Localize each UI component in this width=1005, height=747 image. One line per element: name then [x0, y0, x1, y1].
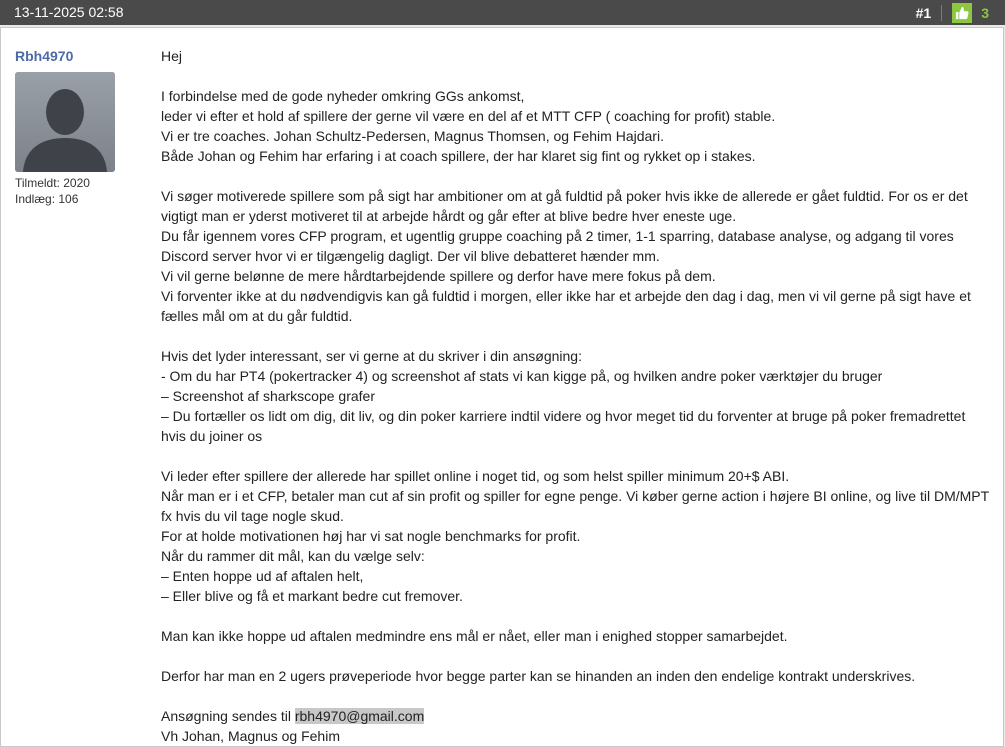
post-header [0, 0, 1005, 25]
paragraph-3 [161, 346, 991, 446]
post-header-actions [916, 0, 1005, 25]
header-divider [941, 5, 942, 21]
text-line: hvis du joiner os [161, 428, 263, 444]
post-number-link[interactable]: #1 [915, 4, 932, 21]
paragraph-5: Man kan ikke hoppe ud aftalen medmindre ens mål er nået, eller man i enighed stopper samarbejdet. [161, 628, 788, 644]
username-link[interactable]: Rbh4970 [15, 48, 74, 64]
text-line: – Eller blive og få et markant bedre cut fremover. [161, 588, 463, 604]
text-line: Vi er tre coaches. Johan Schultz-Pedersen, Magnus Thomsen, og Fehim Hajdari. [161, 128, 664, 144]
text-line: Discord server hvor vi er tilgængelig dagligt. Der vil blive debatteret hænder mm. [161, 248, 660, 264]
email-link[interactable]: rbh4970@gmail.com [294, 708, 425, 724]
post-body [161, 46, 991, 746]
text-line: Du får igennem vores CFP program, et ugentlig gruppe coaching på 2 timer, 1-1 sparring, database analyse, og adgang til vores [161, 228, 954, 244]
text-line: Vi forventer ikke at du nødvendigvis kan gå fuldtid i morgen, eller ikke har et arbejde den dag i dag, men vi vil gerne på sigt have et [161, 288, 971, 304]
thumbs-up-icon [955, 6, 969, 20]
text-line: Vi søger motiverede spillere som på sigt har ambitioner om at gå fuldtid på poker hvis ikke de allerede er gået fuldtid. For os er det [161, 188, 968, 204]
text-line: Når du rammer dit mål, kan du vælge selv: [161, 548, 425, 564]
post-date: 13-11-2025 02:58 [14, 4, 124, 20]
application-text: Ansøgning sendes til [161, 708, 295, 724]
text-line: fx hvis du vil tage nogle skud. [161, 508, 344, 524]
avatar[interactable] [15, 72, 115, 172]
like-button[interactable] [952, 3, 972, 23]
greeting: Hej [161, 48, 183, 64]
application-line [161, 706, 991, 726]
text-line: fælles mål om at du går fuldtid. [161, 308, 353, 324]
text-line: leder vi efter et hold af spillere der gerne vil være en del af et MTT CFP ( coaching for profit) stable. [161, 108, 776, 124]
text-line: I forbindelse med de gode nyheder omkring GGs ankomst, [161, 88, 525, 104]
user-info [15, 48, 135, 207]
text-line: Hvis det lyder interessant, ser vi gerne at du skriver i din ansøgning: [161, 348, 582, 364]
text-line: For at holde motivationen høj har vi sat nogle benchmarks for profit. [161, 528, 581, 544]
text-line: vigtigt man er yderst motiveret til at arbejde hårdt og går efter at blive bedre hver eneste uge. [161, 208, 737, 224]
text-line: Vi vil gerne belønne de mere hårdtarbejdende spillere og derfor have mere fokus på dem. [161, 268, 716, 284]
user-joined: Tilmeldt: 2020 [15, 176, 90, 190]
text-line: Både Johan og Fehim har erfaring i at coach spillere, der har klaret sig fint og rykket op i stakes. [161, 148, 756, 164]
default-avatar-icon [15, 72, 115, 172]
text-line: Vi leder efter spillere der allerede har spillet online i noget tid, og som helst spiller minimum 20+$ ABI. [161, 468, 790, 484]
text-line: – Du fortæller os lidt om dig, dit liv, og din poker karriere indtil videre og hvor meget tid du forventer at bruge på poker fremadrettet [161, 408, 966, 424]
text-line: Når man er i et CFP, betaler man cut af sin profit og spiller for egne penge. Vi køber gerne action i højere BI online, og live til DM/MPT [161, 488, 990, 504]
post-container [0, 27, 1004, 747]
text-line: – Screenshot af sharkscope grafer [161, 388, 376, 404]
paragraph-2 [161, 186, 991, 326]
user-post-count: Indlæg: 106 [15, 192, 79, 206]
paragraph-1 [161, 86, 991, 166]
like-count: 3 [981, 4, 989, 21]
paragraph-4 [161, 466, 991, 606]
text-line: - Om du har PT4 (pokertracker 4) og screenshot af stats vi kan kigge på, og hvilken andre poker værktøjer du bruger [161, 368, 883, 384]
paragraph-6: Derfor har man en 2 ugers prøveperiode hvor begge parter kan se hinanden an inden den endelige kontrakt underskrives. [161, 668, 916, 684]
text-line: – Enten hoppe ud af aftalen helt, [161, 568, 364, 584]
signoff: Vh Johan, Magnus og Fehim [161, 728, 340, 744]
